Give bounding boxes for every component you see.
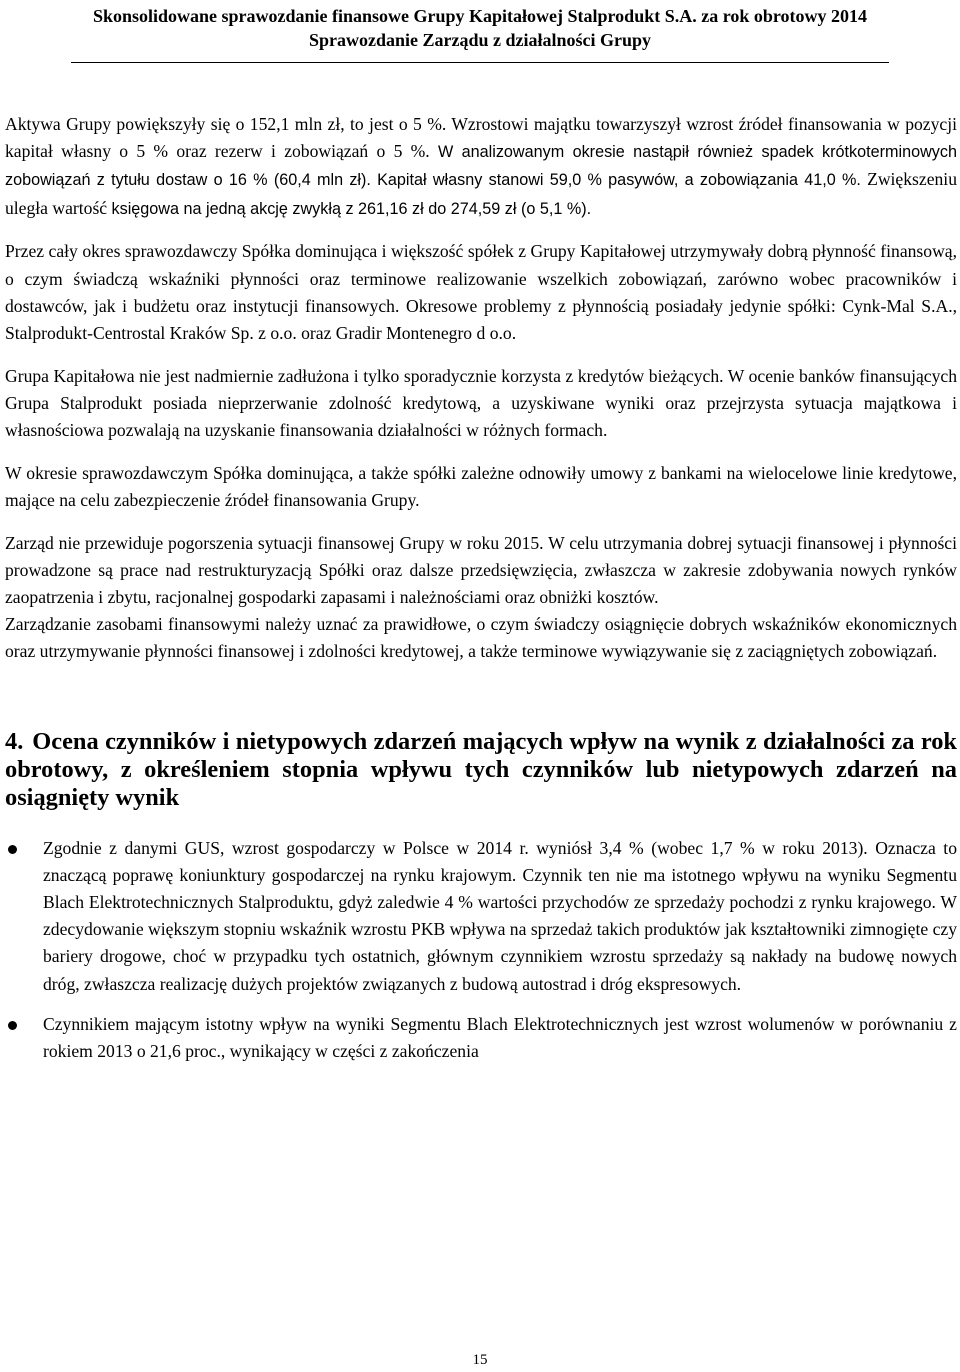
list-item-text: Czynnikiem mającym istotny wpływ na wyniki Segmentu Blach Elektrotechnicznych jest wzrost wolumenów w porównaniu z rokiem 2013 o 21,6 proc., wynikający w części z zakończenia: [43, 1013, 957, 1062]
paragraph-assets-text-3: Kapitał własny stanowi 59,0 % pasywów, a zobowiązania 41,0 %.: [377, 171, 861, 190]
paragraph-assets-text-5: księgowa na jedną akcję zwykłą z 261,16 zł do 274,59 zł (o 5,1 %).: [111, 199, 592, 218]
spacer: [5, 444, 957, 460]
paragraph-assets: [5, 111, 957, 223]
header-subtitle: Sprawozdanie Zarządu z działalności Grupy: [308, 30, 652, 50]
header-title: Skonsolidowane sprawozdanie finansowe Grupy Kapitałowej Stalprodukt S.A. za rok obrotowy 2014: [92, 6, 868, 26]
spacer: [5, 812, 957, 835]
page-number: 15: [472, 1352, 488, 1368]
spacer: [5, 666, 957, 728]
section-number: 4.: [5, 727, 24, 755]
spacer: [5, 514, 957, 530]
bullet-icon: [8, 1021, 17, 1030]
paragraph-assets-text-2: W analizowanym okresie nastąpił również spadek krótkoterminowych zobowiązań z tytułu dostaw o 16 % (60,4 mln zł).: [5, 143, 957, 190]
page-content: [5, 111, 957, 1065]
list-item: [5, 835, 957, 998]
paragraph-financial-management: Zarządzanie zasobami finansowymi należy uznać za prawidłowe, o czym świadczy osiągnięcie dobrych wskaźników ekonomicznych oraz utrzymywanie płynności finansowej i zdolności kredytowej, a także terminowe wywiązywanie się z zaciągniętych zobowiązań.: [5, 614, 957, 662]
list-item-text: Zgodnie z danymi GUS, wzrost gospodarczy w Polsce w 2014 r. wyniósł 3,4 % (wobec 1,7 % w roku 2013). Oznacza to znaczącą poprawę koniunktury gospodarczej na rynku krajowym. Czynnik ten nie ma istotnego wpływu na wyniku Segmentu Blach Elektrotechnicznych Stalproduktu, gdyż zaledwie 4 % wartości przychodów ze sprzedaży pochodzi z rynku krajowego. W zdecydowanie większym stopniu wskaźnik wzrostu PKB wpływa na sprzedaż takich produktów jak kształtowniki zimnogięte czy bariery drogowe, choć w przypadku tych ostatnich, głównym czynnikiem wzrostu sprzedaży są nakłady na budowę nowych dróg, zwłaszcza realizację dużych projektów związanych z budową autostrad i dróg ekspresowych.: [43, 837, 957, 994]
paragraph-outlook: Zarząd nie przewiduje pogorszenia sytuacji finansowej Grupy w roku 2015. W celu utrzymania dobrej sytuacji finansowej i płynności prowadzone są prace nad restrukturyzacją Spółki oraz dalsze przedsięwzięcia, zwłaszcza w zakresie zdobywania nowych rynków zaopatrzenia i zbytu, racjonalnej gospodarki zapasami i należnościami oraz obniżki kosztów.: [5, 532, 957, 608]
paragraph-liquidity: Przez cały okres sprawozdawczy Spółka dominująca i większość spółek z Grupy Kapitałowej utrzymywały dobrą płynność finansową, o czym świadczą wskaźniki płynności oraz terminowe realizowanie wszelkich zobowiązań, zarówno wobec pracowników i dostawców, jak i budżetu oraz instytucji finansowych. Okresowe problemy z płynnością posiadały jedynie spółki: Cynk-Mal S.A., Stalprodukt-Centrostal Kraków Sp. z o.o. oraz Gradir Montenegro d o.o.: [5, 241, 957, 343]
header-rule: [71, 62, 889, 63]
list-item: [5, 1011, 957, 1065]
spacer: [5, 347, 957, 363]
paragraph-credit-lines: W okresie sprawozdawczym Spółka dominująca, a także spółki zależne odnowiły umowy z bankami na wielocelowe linie kredytowe, mające na celu zabezpieczenie źródeł finansowania Grupy.: [5, 462, 957, 510]
bullet-list: [5, 835, 957, 1066]
bullet-icon: [8, 845, 17, 854]
spacer: [5, 223, 957, 239]
section-title: Ocena czynników i nietypowych zdarzeń mających wpływ na wynik z działalności za rok obrotowy, z określeniem stopnia wpływu tych czynników lub nietypowych zdarzeń na osiągnięty wynik: [5, 727, 957, 811]
paragraph-debt: Grupa Kapitałowa nie jest nadmiernie zadłużona i tylko sporadycznie korzysta z kredytów bieżących. W ocenie banków finansujących Grupa Stalprodukt posiada nieprzerwanie zdolność kredytową, a uzyskiwane wyniki oraz przejrzysta sytuacja majątkowa i własnościowa pozwalają na uzyskanie finansowania działalności w różnych formach.: [5, 365, 957, 441]
paragraph-assets-text-1: Aktywa Grupy powiększyły się o 152,1 mln zł, to jest o 5 %. Wzrostowi majątku towarzyszył wzrost źródeł finansowania w pozycji kapitał własny o 5 % oraz rezerw i zobowiązań o 5 %.: [5, 114, 957, 162]
section-heading: [5, 728, 957, 812]
paragraph-assets-text-4: Zwiększeniu uległa wartość: [5, 169, 957, 218]
page-header: [0, 4, 960, 52]
